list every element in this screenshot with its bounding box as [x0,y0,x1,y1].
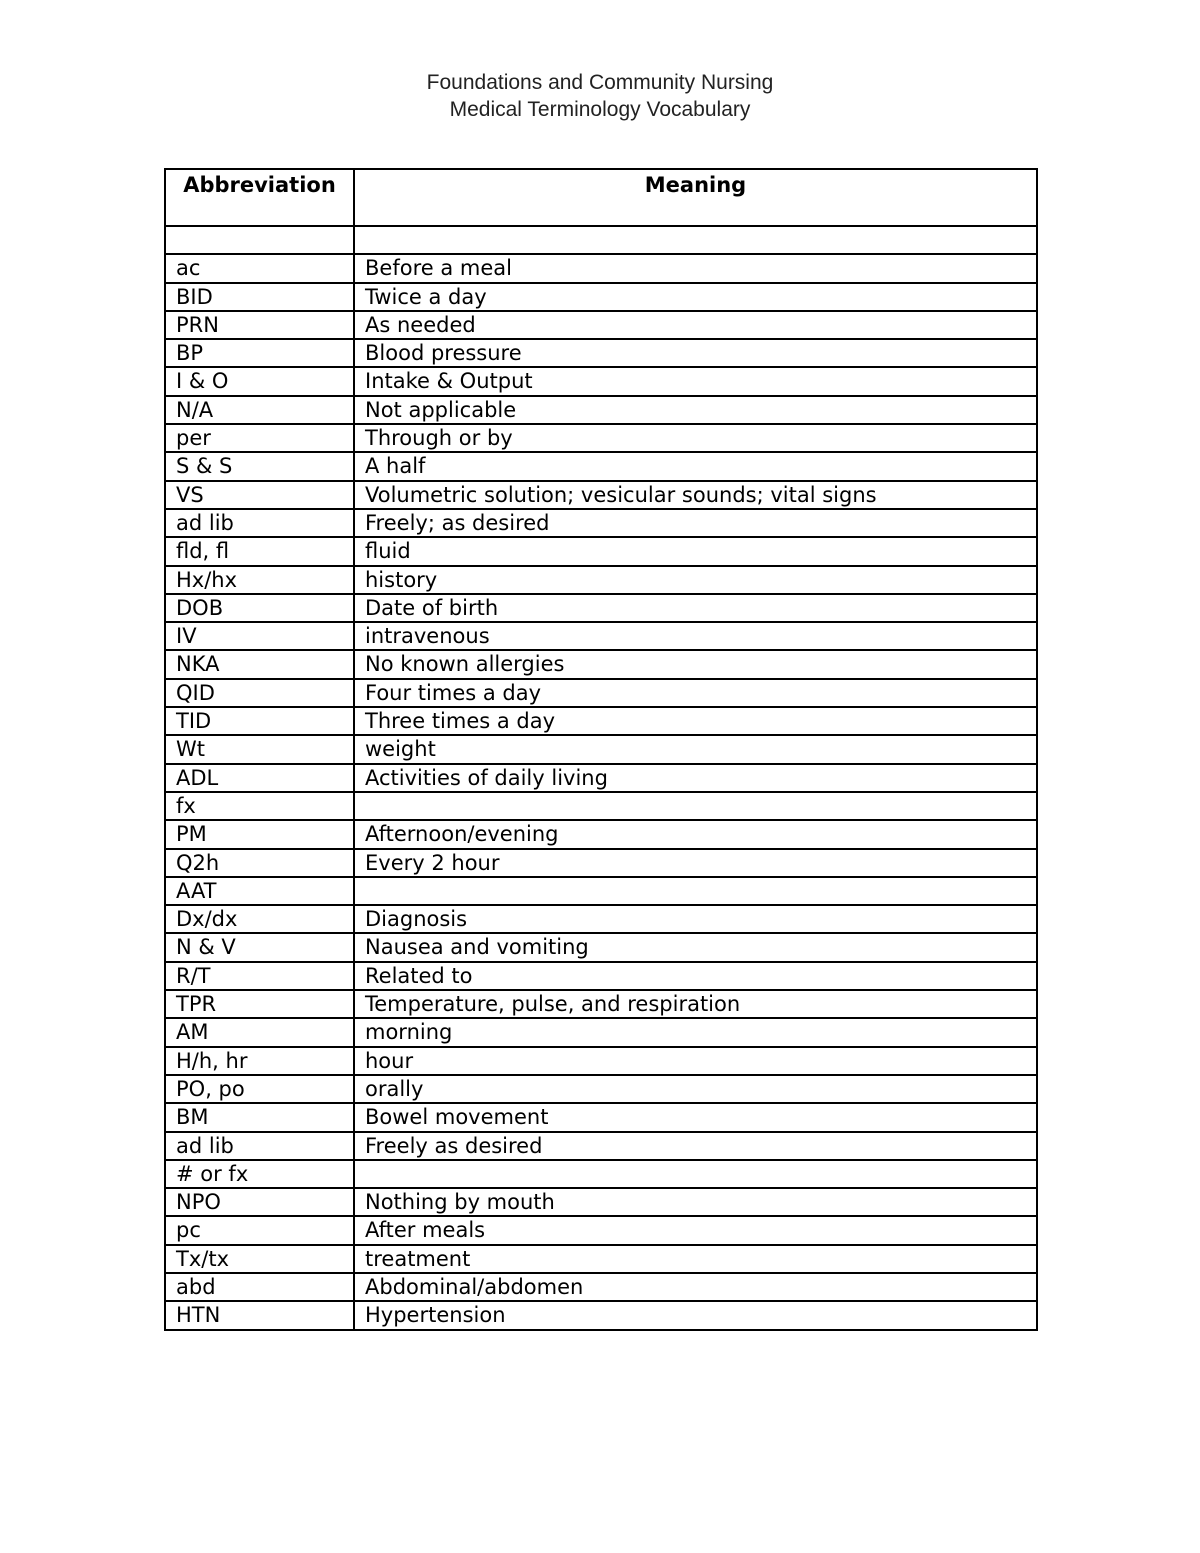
meaning-cell: Twice a day [354,283,1037,311]
document-header [0,69,1200,123]
abbreviation-cell: Q2h [165,849,354,877]
table-row [165,849,1037,877]
table-row [165,1075,1037,1103]
table-row [165,877,1037,905]
abbreviation-cell: NKA [165,650,354,678]
table-row [165,764,1037,792]
table-row [165,650,1037,678]
meaning-cell: Volumetric solution; vesicular sounds; vital signs [354,481,1037,509]
table-row [165,537,1037,565]
abbreviation-cell: QID [165,679,354,707]
abbreviation-cell: Hx/hx [165,566,354,594]
abbreviation-cell: AAT [165,877,354,905]
meaning-cell: weight [354,735,1037,763]
abbreviation-cell: fld, fl [165,537,354,565]
abbreviation-cell: ad lib [165,1132,354,1160]
abbreviation-cell: pc [165,1216,354,1244]
abbreviation-cell: Dx/dx [165,905,354,933]
table-row [165,1188,1037,1216]
table-row [165,1132,1037,1160]
abbreviation-cell: I & O [165,367,354,395]
table-row [165,283,1037,311]
meaning-cell: Three times a day [354,707,1037,735]
table-row [165,509,1037,537]
table-row [165,962,1037,990]
abbreviation-cell: fx [165,792,354,820]
table-row [165,905,1037,933]
meaning-cell: Bowel movement [354,1103,1037,1131]
table-row [165,792,1037,820]
meaning-cell: Freely; as desired [354,509,1037,537]
meaning-cell: A half [354,452,1037,480]
meaning-cell: morning [354,1018,1037,1046]
table-row [165,1160,1037,1188]
abbreviation-cell: VS [165,481,354,509]
meaning-cell [354,877,1037,905]
table-row [165,566,1037,594]
abbreviation-cell: NPO [165,1188,354,1216]
meaning-cell: Not applicable [354,396,1037,424]
abbreviation-cell: BID [165,283,354,311]
abbreviation-cell: ac [165,254,354,282]
meaning-cell: Before a meal [354,254,1037,282]
meaning-cell: hour [354,1047,1037,1075]
meaning-cell: Abdominal/abdomen [354,1273,1037,1301]
table-row [165,1216,1037,1244]
abbreviation-cell: S & S [165,452,354,480]
abbreviation-cell: Wt [165,735,354,763]
abbreviation-cell: IV [165,622,354,650]
table-body [165,226,1037,1330]
meaning-cell: Nothing by mouth [354,1188,1037,1216]
table-row [165,1301,1037,1329]
abbreviation-cell [165,226,354,254]
table-row [165,820,1037,848]
vocabulary-table [164,168,1038,1331]
abbreviation-cell: AM [165,1018,354,1046]
abbreviation-cell: R/T [165,962,354,990]
table-row [165,367,1037,395]
abbreviation-cell: H/h, hr [165,1047,354,1075]
abbreviation-cell: TID [165,707,354,735]
table-row [165,707,1037,735]
meaning-cell: As needed [354,311,1037,339]
table-row [165,254,1037,282]
meaning-cell: Nausea and vomiting [354,933,1037,961]
meaning-cell: fluid [354,537,1037,565]
table-row [165,226,1037,254]
meaning-cell: After meals [354,1216,1037,1244]
meaning-cell: Related to [354,962,1037,990]
abbreviation-cell: HTN [165,1301,354,1329]
meaning-cell: Afternoon/evening [354,820,1037,848]
meaning-cell: Blood pressure [354,339,1037,367]
abbreviation-cell: TPR [165,990,354,1018]
abbreviation-cell: ad lib [165,509,354,537]
document-title: Foundations and Community Nursing [426,71,774,94]
abbreviation-cell: N & V [165,933,354,961]
table-row [165,933,1037,961]
table-row [165,1103,1037,1131]
meaning-cell: Hypertension [354,1301,1037,1329]
abbreviation-cell: per [165,424,354,452]
meaning-cell: intravenous [354,622,1037,650]
meaning-cell [354,1160,1037,1188]
abbreviation-cell: # or fx [165,1160,354,1188]
table-row [165,481,1037,509]
column-header-meaning: Meaning [354,169,1037,226]
abbreviation-cell: abd [165,1273,354,1301]
table-row [165,594,1037,622]
meaning-cell: Temperature, pulse, and respiration [354,990,1037,1018]
table-row [165,452,1037,480]
abbreviation-cell: PM [165,820,354,848]
table-row [165,1245,1037,1273]
meaning-cell: Date of birth [354,594,1037,622]
table-row [165,679,1037,707]
table-row [165,1018,1037,1046]
table-row [165,339,1037,367]
meaning-cell: Every 2 hour [354,849,1037,877]
table-row [165,622,1037,650]
meaning-cell: Four times a day [354,679,1037,707]
document-subtitle: Medical Terminology Vocabulary [449,98,751,121]
abbreviation-cell: ADL [165,764,354,792]
table-row [165,1047,1037,1075]
abbreviation-cell: PRN [165,311,354,339]
meaning-cell: history [354,566,1037,594]
abbreviation-cell: N/A [165,396,354,424]
meaning-cell: Diagnosis [354,905,1037,933]
table-row [165,424,1037,452]
table-header [165,169,1037,226]
meaning-cell: Through or by [354,424,1037,452]
meaning-cell: Intake & Output [354,367,1037,395]
table-row [165,990,1037,1018]
abbreviation-cell: BP [165,339,354,367]
meaning-cell: treatment [354,1245,1037,1273]
meaning-cell [354,792,1037,820]
table-row [165,396,1037,424]
meaning-cell: orally [354,1075,1037,1103]
meaning-cell: Activities of daily living [354,764,1037,792]
table-row [165,1273,1037,1301]
table-row [165,311,1037,339]
abbreviation-cell: BM [165,1103,354,1131]
meaning-cell: No known allergies [354,650,1037,678]
table-row [165,735,1037,763]
abbreviation-cell: PO, po [165,1075,354,1103]
abbreviation-cell: Tx/tx [165,1245,354,1273]
column-header-abbreviation: Abbreviation [165,169,354,226]
abbreviation-cell: DOB [165,594,354,622]
meaning-cell [354,226,1037,254]
table-header-row [165,169,1037,226]
meaning-cell: Freely as desired [354,1132,1037,1160]
